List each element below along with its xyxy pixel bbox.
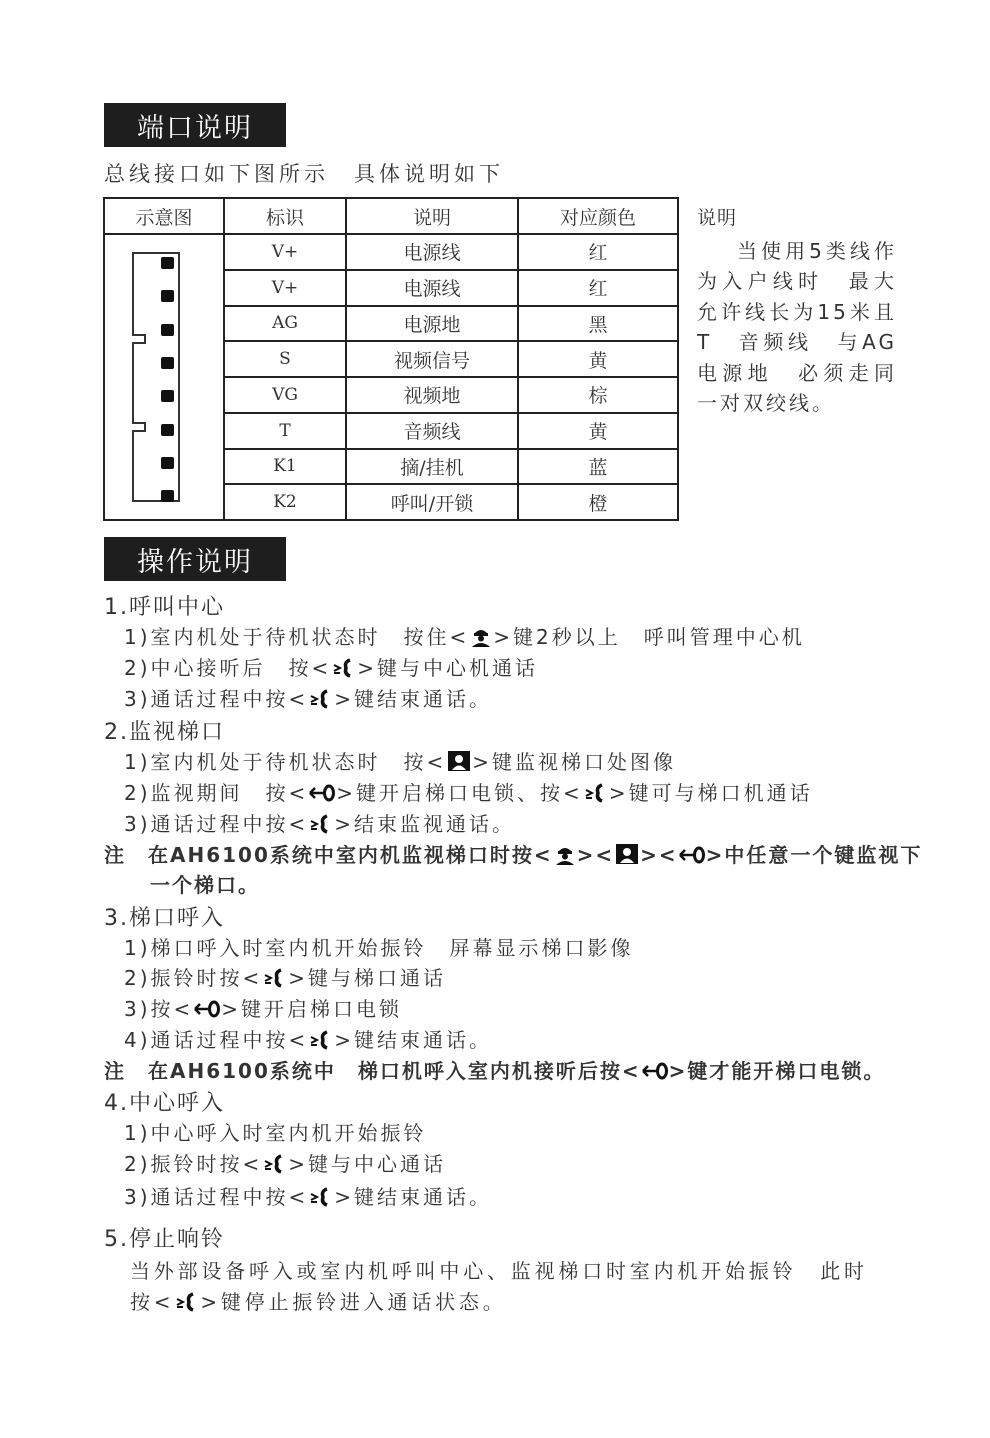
guard-icon bbox=[470, 627, 492, 652]
connector-diagram-cell bbox=[104, 234, 224, 520]
row-color: 黑 bbox=[518, 306, 678, 342]
table-row bbox=[104, 234, 678, 270]
guard-icon bbox=[554, 845, 576, 870]
header-diagram: 示意图 bbox=[104, 198, 224, 234]
list-item: 2)中心接听后 按< >键与中心机通话 bbox=[124, 652, 538, 683]
talk-icon bbox=[584, 783, 608, 808]
row-color: 红 bbox=[518, 270, 678, 306]
row-desc: 音频线 bbox=[346, 413, 518, 449]
note-monitor: 注 在AH6100系统中室内机监视梯口时按< >< >< >中任意一个键监视下 bbox=[104, 839, 922, 870]
operation-section-title: 操作说明 bbox=[104, 537, 286, 581]
pin-7 bbox=[161, 457, 174, 469]
row-mark: K1 bbox=[224, 449, 346, 485]
list-item: 3)按< >键开启梯口电锁 bbox=[124, 993, 402, 1024]
row-desc: 视频信号 bbox=[346, 341, 518, 377]
unlock-icon bbox=[194, 999, 220, 1024]
subsection-stop-ring: 5.停止响铃 bbox=[104, 1227, 225, 1252]
pin-8 bbox=[161, 490, 174, 502]
list-item: 3)通话过程中按< >键结束通话。 bbox=[124, 683, 492, 714]
note-monitor-cont: 一个梯口。 bbox=[150, 873, 260, 897]
talk-icon bbox=[309, 1030, 333, 1055]
list-item: 2)振铃时按< >键与梯口通话 bbox=[124, 962, 446, 993]
subsection-center-call: 4.中心呼入 bbox=[104, 1091, 225, 1116]
row-desc: 视频地 bbox=[346, 377, 518, 413]
row-color: 黄 bbox=[518, 341, 678, 377]
pin-4 bbox=[161, 357, 174, 369]
header-desc: 说明 bbox=[346, 198, 518, 234]
talk-icon bbox=[263, 1154, 287, 1179]
row-color: 红 bbox=[518, 234, 678, 270]
list-item: 1)梯口呼入时室内机开始振铃 屏幕显示梯口影像 bbox=[124, 936, 634, 960]
list-item: 1)中心呼入时室内机开始振铃 bbox=[124, 1121, 427, 1145]
port-side-note bbox=[697, 203, 920, 419]
list-item: 4)通话过程中按< >键结束通话。 bbox=[124, 1024, 492, 1055]
row-desc: 呼叫/开锁 bbox=[346, 484, 518, 520]
list-item: 2)振铃时按< >键与中心通话 bbox=[124, 1148, 446, 1179]
subsection-call-center: 1.呼叫中心 bbox=[104, 595, 225, 620]
monitor-icon bbox=[615, 843, 639, 870]
port-section-title: 端口说明 bbox=[104, 103, 286, 147]
unlock-icon bbox=[642, 1061, 668, 1086]
list-item: 2)监视期间 按< >键开启梯口电锁、按< >键可与梯口机通话 bbox=[124, 777, 813, 808]
row-color: 黄 bbox=[518, 413, 678, 449]
row-mark: K2 bbox=[224, 484, 346, 520]
row-color: 橙 bbox=[518, 484, 678, 520]
connector-diagram bbox=[105, 235, 223, 519]
list-item: 1)室内机处于待机状态时 按住< >键2秒以上 呼叫管理中心机 bbox=[124, 621, 805, 652]
pin-6 bbox=[161, 424, 174, 436]
pin-3 bbox=[161, 324, 174, 336]
side-note-title: 说明 bbox=[697, 207, 738, 229]
stop-ring-text: 当外部设备呼入或室内机呼叫中心、监视梯口时室内机开始振铃 此时 bbox=[130, 1259, 868, 1283]
row-mark: AG bbox=[224, 306, 346, 342]
list-item: 1)室内机处于待机状态时 按< >键监视梯口处图像 bbox=[124, 746, 676, 777]
row-desc: 摘/挂机 bbox=[346, 449, 518, 485]
talk-icon bbox=[309, 1187, 333, 1212]
stop-ring-text-cont: 按< >键停止振铃进入通话状态。 bbox=[130, 1286, 507, 1317]
row-mark: V+ bbox=[224, 270, 346, 306]
row-desc: 电源地 bbox=[346, 306, 518, 342]
note-door-call: 注 在AH6100系统中 梯口机呼入室内机接听后按< >键才能开梯口电锁。 bbox=[104, 1055, 885, 1086]
list-item: 3)通话过程中按< >键结束通话。 bbox=[124, 1181, 492, 1212]
header-mark: 标识 bbox=[224, 198, 346, 234]
list-item: 3)通话过程中按< >结束监视通话。 bbox=[124, 808, 515, 839]
row-color: 棕 bbox=[518, 377, 678, 413]
row-desc: 电源线 bbox=[346, 234, 518, 270]
row-color: 蓝 bbox=[518, 449, 678, 485]
port-table bbox=[103, 197, 679, 521]
talk-icon bbox=[175, 1292, 199, 1317]
talk-icon bbox=[263, 968, 287, 993]
port-intro: 总线接口如下图所示 具体说明如下 bbox=[104, 162, 504, 186]
subsection-door-call: 3.梯口呼入 bbox=[104, 906, 225, 931]
unlock-icon bbox=[309, 783, 335, 808]
talk-icon bbox=[309, 814, 333, 839]
row-desc: 电源线 bbox=[346, 270, 518, 306]
row-mark: S bbox=[224, 341, 346, 377]
unlock-icon bbox=[679, 845, 705, 870]
subsection-monitor: 2.监视梯口 bbox=[104, 720, 225, 745]
talk-icon bbox=[332, 658, 356, 683]
pin-2 bbox=[161, 290, 174, 302]
row-mark: T bbox=[224, 413, 346, 449]
pin-5 bbox=[161, 390, 174, 402]
side-note-text: 当使用5类线作为入户线时 最大允许线长为15米且T 音频线 与AG 电源地 必须走同一对双绞线。 bbox=[697, 238, 920, 415]
row-mark: V+ bbox=[224, 234, 346, 270]
header-color: 对应颜色 bbox=[518, 198, 678, 234]
port-table-header bbox=[104, 198, 678, 234]
pin-1 bbox=[161, 257, 174, 269]
talk-icon bbox=[309, 689, 333, 714]
monitor-icon bbox=[447, 750, 471, 777]
row-mark: VG bbox=[224, 377, 346, 413]
